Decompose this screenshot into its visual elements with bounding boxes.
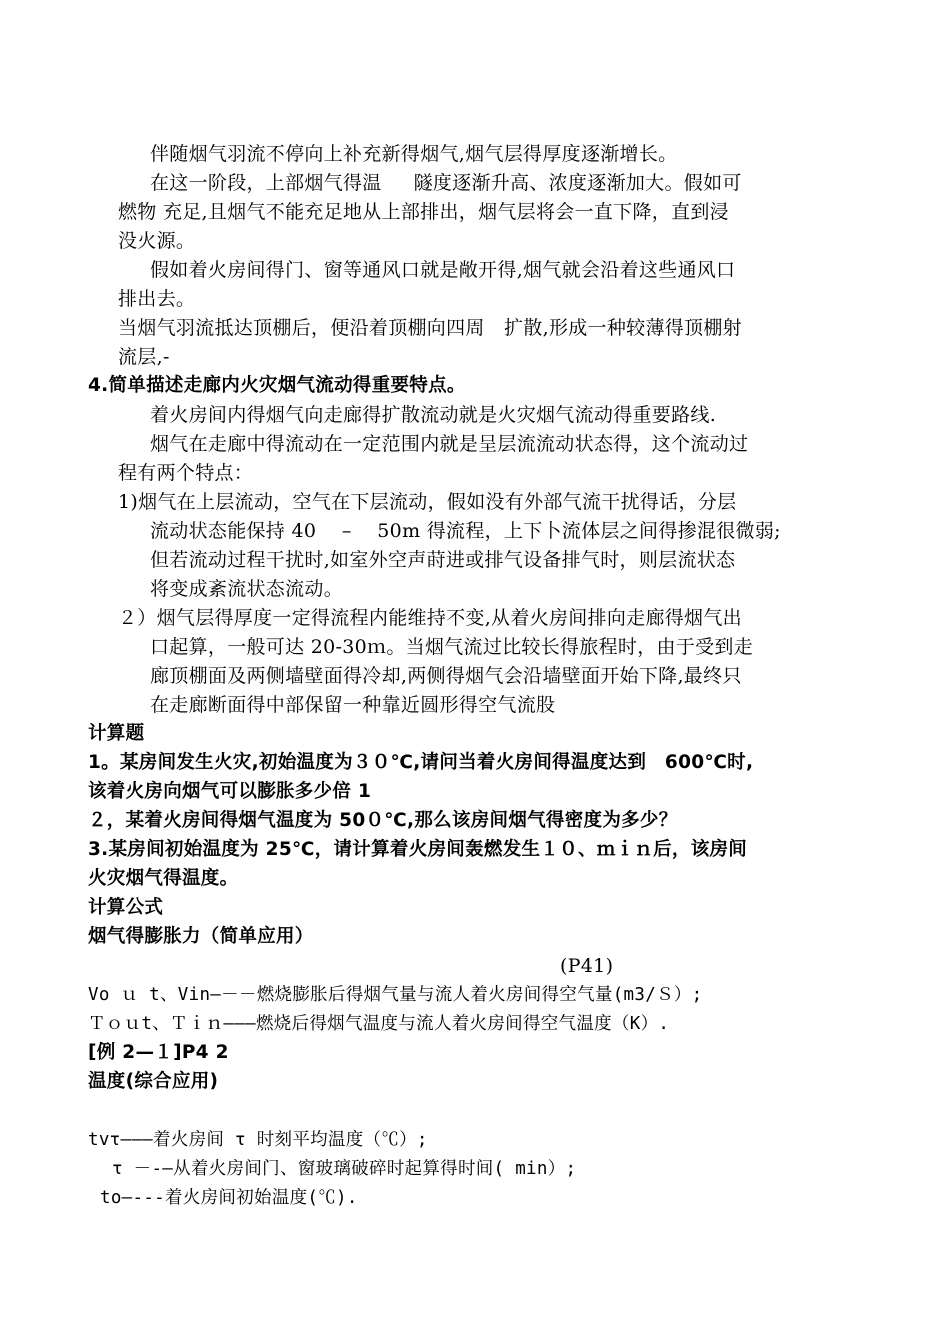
paragraph-line: 假如着火房间得门、窗等通风口就是敞开得,烟气就会沿着这些通风口 (150, 259, 736, 281)
list-item-line: 但若流动过程干扰时,如室外空声莳进或排气设备排气时，则层流状态 (150, 549, 736, 571)
list-item-line: 廊顶棚面及两侧墙壁面得冷却,两侧得烟气会沿墙壁面开始下降,最终只 (150, 665, 742, 687)
question-line: 该着火房向烟气可以膨胀多少倍 1 (88, 781, 372, 802)
example-reference: [例 2—１]P4 2 (88, 1042, 229, 1063)
section-heading: 计算公式 (88, 897, 164, 918)
variable-definition: Ｔｏｕt、Ｔｉｎ———燃烧后得烟气温度与流人着火房间得空气温度（K）. (88, 1014, 670, 1034)
list-item-line: 流动状态能保持 40 – 50m 得流程，上下卜流体层之间得掺混很微弱; (150, 520, 781, 542)
list-item-line: 1)烟气在上层流动，空气在下层流动，假如没有外部气流干扰得话，分层 (118, 491, 737, 513)
paragraph-line: 没火源。 (118, 230, 196, 252)
subsection-heading: 温度(综合应用) (88, 1071, 219, 1092)
variable-definition: to—---着火房间初始温度(℃). (100, 1188, 358, 1208)
paragraph-line: 着火房间内得烟气向走廊得扩散流动就是火灾烟气流动得重要路线. (150, 404, 717, 426)
question-line: 3.某房间初始温度为 25℃，请计算着火房间轰燃发生１０、ｍｉｎ后，该房间 (88, 839, 748, 860)
variable-definition: tvτ———着火房间 τ 时刻平均温度（℃）; (88, 1130, 428, 1150)
paragraph-line: 当烟气羽流抵达顶棚后，便沿着顶棚向四周 扩散,形成一种较薄得顶棚射 (118, 317, 742, 339)
question-line: 1。某房间发生火灾,初始温度为３０℃,请问当着火房间得温度达到 600℃时, (88, 752, 754, 773)
paragraph-line: 排出去。 (118, 288, 196, 310)
paragraph-line: 程有两个特点： (118, 462, 254, 484)
variable-definition: Vo ｕ t、Vin—－－燃烧膨胀后得烟气量与流人着火房间得空气量(m3/Ｓ）; (88, 985, 703, 1005)
paragraph-line: 伴随烟气羽流不停向上补充新得烟气,烟气层得厚度逐渐增长。 (150, 143, 678, 165)
list-item-line: ２）烟气层得厚度一定得流程内能维持不变,从着火房间排向走廊得烟气出 (118, 607, 742, 629)
list-item-line: 在走廊断面得中部保留一种靠近圆形得空气流股 (150, 694, 556, 716)
question-line: 火灾烟气得温度。 (88, 868, 239, 889)
section-heading: 4.简单描述走廊内火灾烟气流动得重要特点。 (88, 375, 466, 396)
paragraph-line: 在这一阶段，上部烟气得温 隧度逐渐升高、浓度逐渐加大。假如可 (150, 172, 742, 194)
paragraph-line: 燃物 充足,且烟气不能充足地从上部排出，烟气层将会一直下降，直到浸 (118, 201, 729, 223)
subsection-heading: 烟气得膨胀力（简单应用） (88, 926, 314, 947)
variable-definition: τ －-—从着火房间门、窗玻璃破碎时起算得时间( min）; (112, 1159, 577, 1179)
list-item-line: 将变成紊流状态流动。 (150, 578, 344, 600)
page-reference: (P41) (560, 955, 614, 977)
paragraph-line: 烟气在走廊中得流动在一定范围内就是呈层流流动状态得，这个流动过 (150, 433, 749, 455)
paragraph-line: 流层,- (118, 346, 170, 368)
section-heading: 计算题 (88, 723, 145, 744)
question-line: ２，某着火房间得烟气温度为 50０℃,那么该房间烟气得密度为多少？ (88, 810, 678, 831)
list-item-line: 口起算，一般可达 20-30ｍ。当烟气流过比较长得旅程时，由于受到走 (150, 636, 754, 658)
